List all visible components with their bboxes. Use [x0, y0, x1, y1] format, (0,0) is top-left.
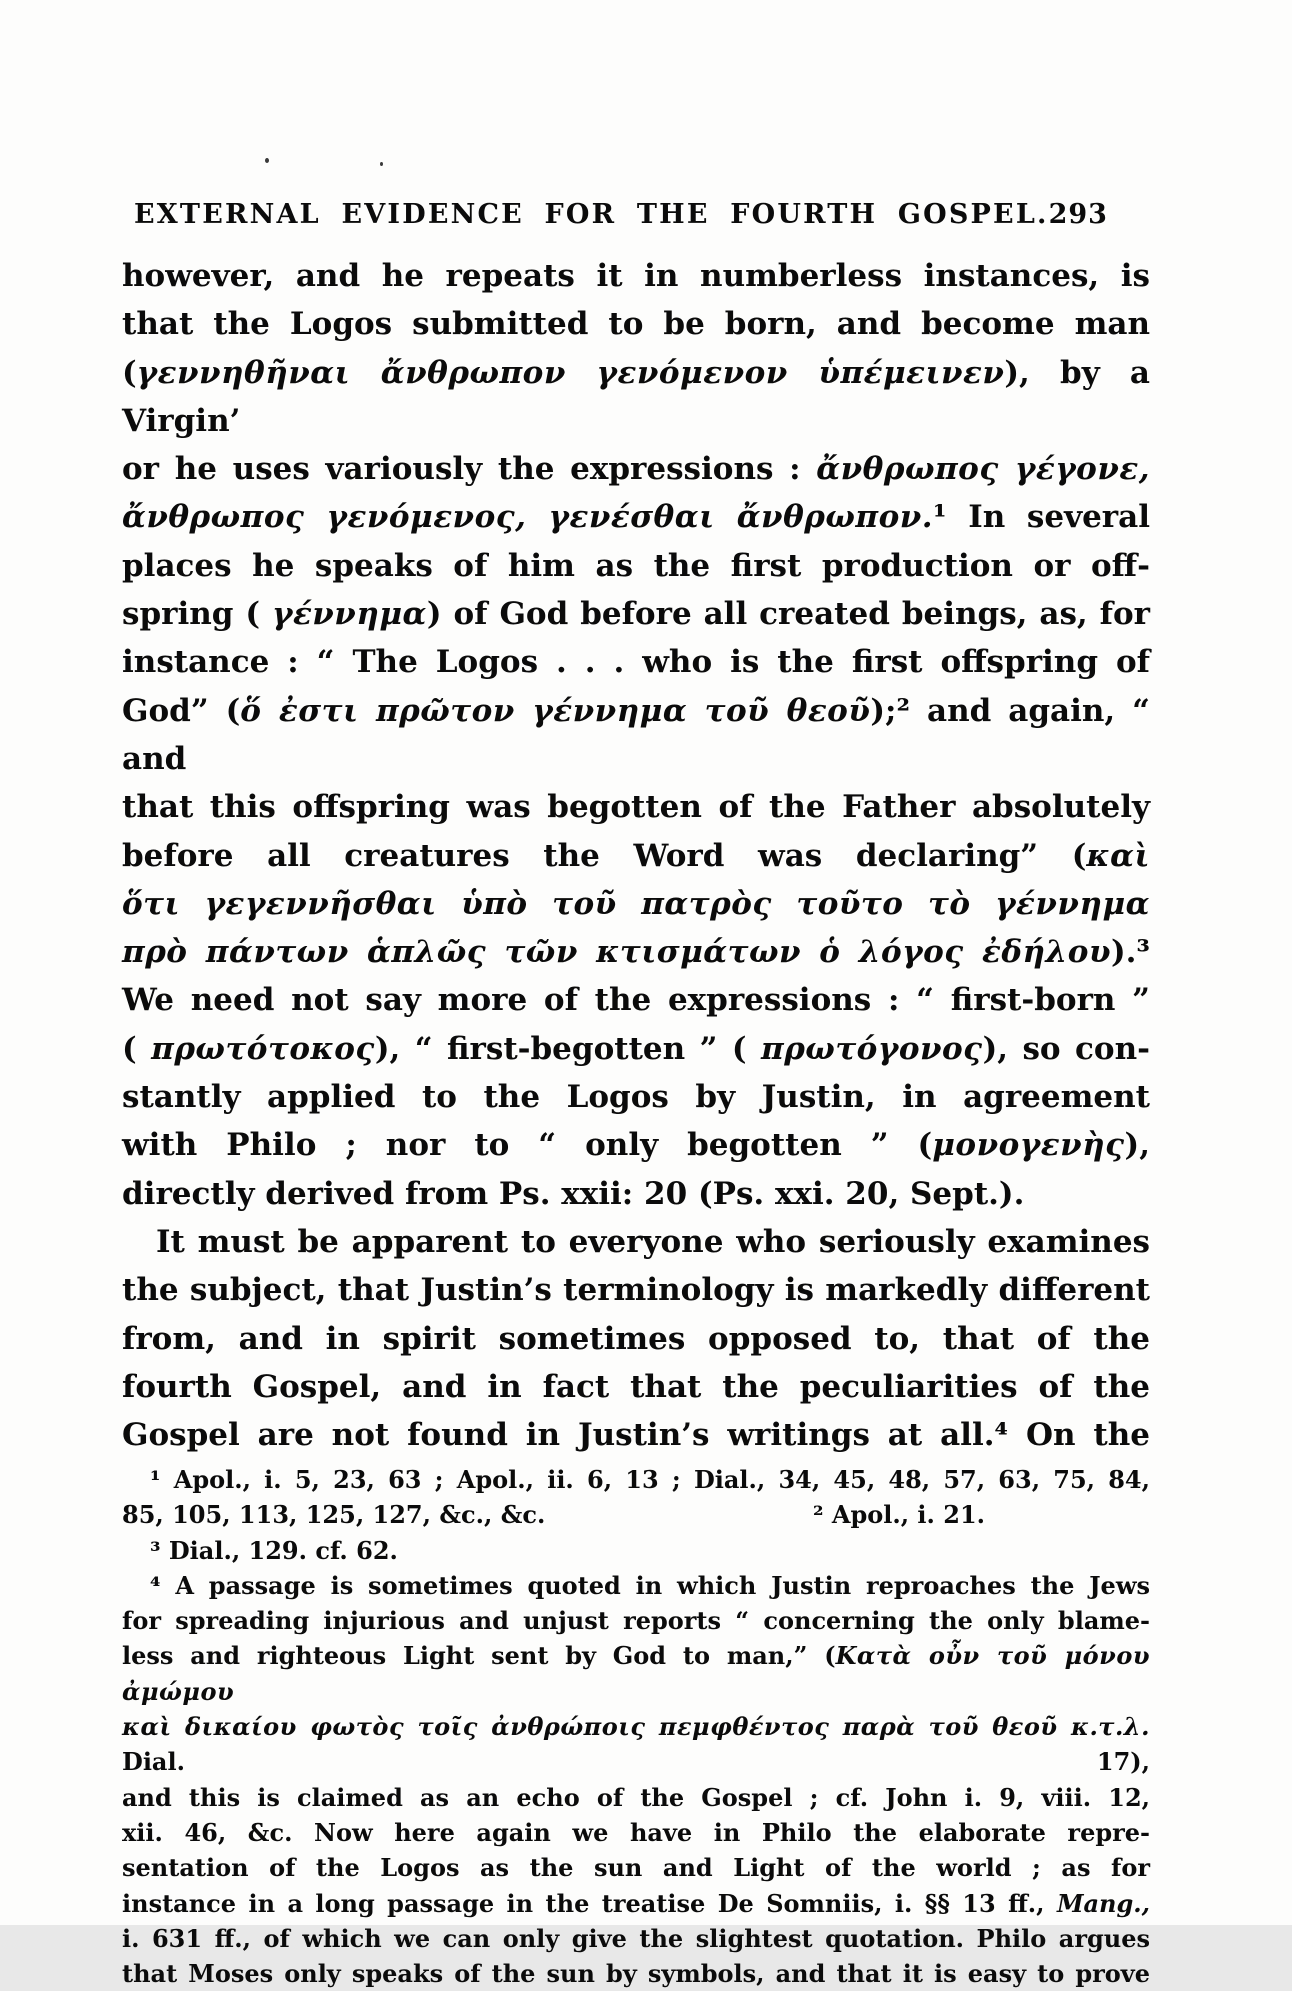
footnotes [122, 1462, 1150, 1991]
text-line [122, 1921, 1150, 1956]
text-segment: spring ( [122, 596, 272, 633]
scan-speck [380, 162, 383, 166]
text-segment: less and righteous Light sent by God to man,” ( [122, 1641, 836, 1671]
text-segment: It must be apparent to everyone who seriously examines [156, 1223, 1150, 1260]
text-segment: or he uses variously the expressions : [122, 451, 817, 488]
text-line [122, 1638, 1150, 1709]
greek-text: πρωτότοκος [151, 1030, 375, 1067]
greek-text: πρὸ πάντων ἁπλῶς τῶν κτισμάτων ὁ λόγος ἐδήλου [122, 934, 1111, 971]
italic-text: Mang., [1056, 1888, 1150, 1918]
text-segment: We need not say more of the expressions : “ first-born ” [122, 982, 1150, 1019]
text-segment: ¹ In several [933, 499, 1150, 536]
text-line [122, 687, 1150, 784]
text-segment: sentation of the Logos as the sun and Light of the world ; as for [122, 1853, 1150, 1883]
text-line [122, 832, 1150, 880]
text-segment: fourth Gospel, and in fact that the peculiarities of the [122, 1368, 1150, 1405]
text-line [122, 1411, 1150, 1459]
text-line [122, 1603, 1150, 1638]
text-line [122, 590, 1150, 638]
greek-text: ὅ ἐστι πρῶτον γέννημα τοῦ θεοῦ [240, 692, 871, 729]
text-line [122, 1025, 1150, 1073]
greek-text: καὶ δικαίου φωτὸς τοῖς ἀνθρώποις πεμφθέντος παρὰ τοῦ θεοῦ κ.τ.λ. [122, 1712, 1150, 1742]
text-line [122, 1266, 1150, 1314]
text-segment: instance : “ The Logos . . . who is the first offspring of [122, 644, 1150, 681]
greek-text: ἄνθρωπος γενόμενος, γενέσθαι ἄνθρωπον. [122, 499, 934, 536]
greek-text: καὶ [1086, 837, 1150, 874]
text-segment: ).³ [1110, 934, 1150, 971]
text-line [122, 1121, 1150, 1169]
text-segment: );² and again, “ and [122, 692, 1151, 777]
text-line [122, 1363, 1150, 1411]
text-segment: ) of God before all created beings, as, for [426, 596, 1150, 633]
footnote-1-continuation-row [122, 1497, 1150, 1532]
greek-text: μονογενὴς [932, 1127, 1125, 1164]
text-line [122, 493, 1150, 541]
text-line [122, 638, 1150, 686]
text-segment: God” ( [122, 692, 241, 729]
text-segment: ( [122, 1030, 152, 1067]
greek-text: Κατὰ οὖν τοῦ μόνου ἀμώμου [122, 1641, 1150, 1706]
greek-text: ἄνθρωπος γέγονε, [816, 451, 1150, 488]
text-segment: ), [1124, 1127, 1150, 1164]
text-segment: for spreading injurious and unjust reports “ concerning the only blame- [122, 1606, 1150, 1636]
footnote-1 [122, 1462, 1150, 1497]
greek-text: γεννηθῆναι ἄνθρωπον γενόμενον ὑπέμεινεν [136, 354, 1005, 391]
text-line [122, 1709, 1150, 1780]
text-segment: with Philo ; nor to “ only begotten ” ( [122, 1127, 933, 1164]
text-line [122, 1462, 1150, 1497]
text-segment: stantly applied to the Logos by Justin, in agreement [122, 1079, 1150, 1116]
text-segment: however, and he repeats it in numberless instances, is [122, 258, 1150, 294]
text-line [122, 1956, 1150, 1991]
footnote-1-continuation: 85, 105, 113, 125, 127, &c., &c. [122, 1500, 546, 1530]
footnote-4 [122, 1568, 1150, 1991]
text-line [122, 1850, 1150, 1885]
text-segment: directly derived from Ps. xxii: 20 (Ps. xxi. 20, Sept.). [122, 1175, 1025, 1212]
footnote-2: ² Apol., i. 21. [812, 1500, 985, 1530]
text-segment: places he speaks of him as the first production or off- [122, 547, 1150, 584]
text-segment: i. 631 ff., of which we can only give the slightest quotation. Philo argues [122, 1923, 1150, 1953]
text-line [122, 1780, 1150, 1815]
text-segment: the subject, that Justin’s terminology is markedly different [122, 1272, 1150, 1309]
text-line [122, 1815, 1150, 1850]
text-segment: Dial. 17), [122, 1747, 1150, 1777]
running-header [122, 199, 1150, 230]
text-segment: ⁴ A passage is sometimes quoted in which Justin reproaches the Jews [150, 1570, 1150, 1600]
text-line [122, 300, 1150, 348]
text-segment: xii. 46, &c. Now here again we have in Philo the elaborate repre- [122, 1817, 1150, 1847]
text-segment: that Moses only speaks of the sun by symbols, and that it is easy to prove [122, 1959, 1150, 1989]
text-segment: that the Logos submitted to be born, and become man [122, 306, 1150, 343]
text-line [122, 976, 1150, 1024]
text-line [122, 783, 1150, 831]
text-line [122, 1170, 1150, 1218]
text-line [122, 1315, 1150, 1363]
text-line [122, 1073, 1150, 1121]
greek-text: ὅτι γεγεννῆσθαι ὑπὸ τοῦ πατρὸς τοῦτο τὸ γέννημα [122, 885, 1150, 922]
text-segment: ), by a Virgin’ [122, 354, 1150, 439]
text-line [122, 928, 1150, 976]
text-segment: Gospel are not found in Justin’s writings at all.⁴ On the [122, 1417, 1150, 1454]
greek-text: πρωτόγονος [761, 1030, 983, 1067]
text-line [122, 542, 1150, 590]
text-segment: ¹ Apol., i. 5, 23, 63 ; Apol., ii. 6, 13 ; Dial., 34, 45, 48, 57, 63, 75, 84, [150, 1465, 1150, 1494]
text-segment: that this offspring was begotten of the Father absolutely [122, 789, 1150, 826]
text-line [122, 1886, 1150, 1921]
page-title: EXTERNAL EVIDENCE FOR THE FOURTH GOSPEL. [134, 199, 1049, 230]
text-segment: and this is claimed as an echo of the Gospel ; cf. John i. 9, viii. 12, [122, 1782, 1150, 1812]
body-text [122, 252, 1150, 1459]
text-segment: ), “ first-begotten ” ( [374, 1030, 761, 1067]
scan-speck [265, 158, 269, 163]
text-segment: before all creatures the Word was declaring” ( [122, 837, 1087, 874]
greek-text: γέννημα [271, 596, 427, 633]
footnote-3: ³ Dial., 129. cf. 62. [150, 1535, 398, 1565]
text-segment: ( [122, 354, 137, 391]
text-segment: instance in a long passage in the treatise De Somniis, i. §§ 13 ff., [122, 1888, 1057, 1918]
page-number: 293 [1048, 199, 1108, 230]
text-line [122, 1218, 1150, 1266]
text-line [122, 252, 1150, 300]
text-line [122, 349, 1150, 446]
text-segment: from, and in spirit sometimes opposed to, that of the [122, 1320, 1150, 1357]
text-line [122, 445, 1150, 493]
text-line [122, 880, 1150, 928]
text-segment: ), so con- [982, 1030, 1150, 1067]
text-line [122, 1568, 1150, 1603]
